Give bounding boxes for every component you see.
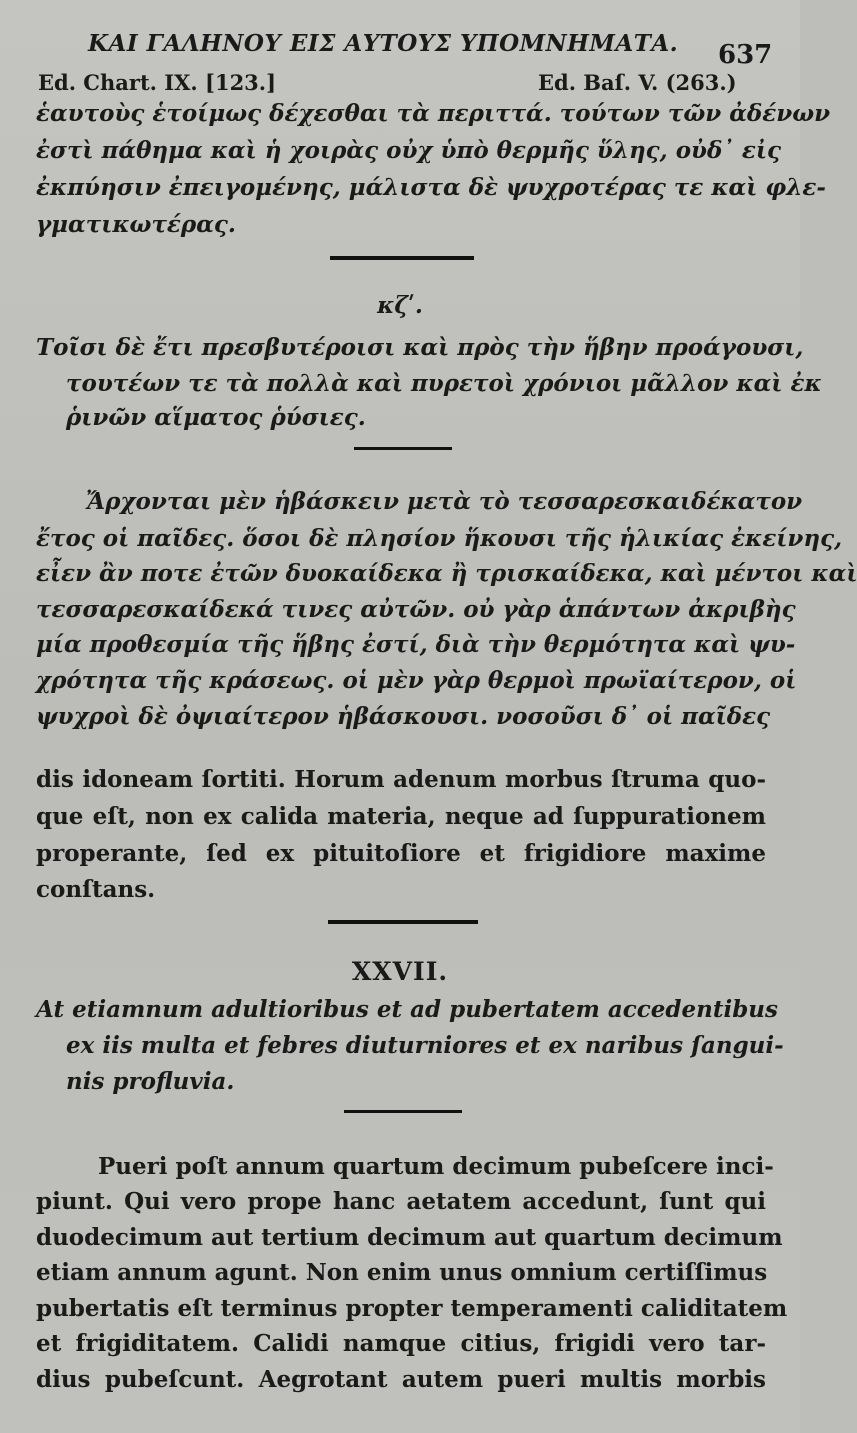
section-rule <box>330 256 474 260</box>
latin-aphorism-line: ex iis multa et febres diuturniores et ex naribus ſangui- <box>66 1032 784 1059</box>
greek-commentary-line: τεσσαρεσκαίδεκά τινες αὐτῶν. οὐ γὰρ ἁπάντων ἀκριβὴς <box>36 596 796 623</box>
latin-line: dis idoneam ſortiti. Horum adenum morbus ſtruma quo- <box>36 766 766 793</box>
latin-commentary-line: etiam annum agunt. Non enim unus omnium certiſſimus <box>36 1259 768 1286</box>
greek-commentary-line: μία προθεσμία τῆς ἥβης ἐστί, διὰ τὴν θερμότητα καὶ ψυ- <box>36 631 796 658</box>
greek-aphorism-line: Τοῖσι δὲ ἔτι πρεσβυτέροισι καὶ πρὸς τὴν ἥβην προάγουσι, <box>36 334 804 361</box>
latin-aphorism-line: nis profluvia. <box>66 1068 235 1095</box>
greek-aphorism-line: ῥινῶν αἵματος ῥύσιες. <box>66 404 366 431</box>
greek-commentary-line: ψυχροὶ δὲ ὀψιαίτερον ἡβάσκουσι. νοσοῦσι δ᾽ οἱ παῖδες <box>36 703 771 730</box>
greek-section-number: κζʹ. <box>377 292 423 319</box>
running-header: ΚΑΙ ΓΑΛΗΝΟΥ ΕΙΣ ΑΥΤΟΥΣ ΥΠΟΜΝΗΜΑΤΑ. <box>88 30 679 57</box>
greek-aphorism-line: τουτέων τε τὰ πολλὰ καὶ πυρετοὶ χρόνιοι μᾶλλον καὶ ἐκ <box>66 370 822 397</box>
latin-line: properante, ſed ex pituitoſiore et frigidiore maxime <box>36 840 766 867</box>
latin-line: conſtans. <box>36 876 156 903</box>
latin-commentary-line: duodecimum aut tertium decimum aut quartum decimum <box>36 1224 783 1251</box>
latin-commentary-line: dius pubeſcunt. Aegrotant autem pueri multis morbis <box>36 1366 766 1393</box>
edition-reference-right: Ed. Baſ. V. (263.) <box>538 70 737 95</box>
section-rule <box>354 447 452 450</box>
latin-section-number: XXVII. <box>351 957 449 986</box>
section-rule <box>344 1110 462 1113</box>
section-rule <box>328 920 478 924</box>
greek-commentary-line: Ἄρχονται μὲν ἡβάσκειν μετὰ τὸ τεσσαρεσκαιδέκατον <box>86 488 803 515</box>
page-number: 637 <box>718 40 773 70</box>
greek-line: ἑαυτοὺς ἑτοίμως δέχεσθαι τὰ περιττά. τούτων τῶν ἀδένων <box>36 100 831 127</box>
greek-line: γματικωτέρας. <box>36 211 236 238</box>
greek-commentary-line: χρότητα τῆς κράσεως. οἱ μὲν γὰρ θερμοὶ πρωϊαίτερον, οἱ <box>36 667 797 694</box>
edition-reference-left: Ed. Chart. IX. [123.] <box>38 70 277 95</box>
greek-commentary-line: εἶεν ἂν ποτε ἐτῶν δυοκαίδεκα ἢ τρισκαίδεκα, καὶ μέντοι καὶ <box>36 560 857 587</box>
latin-line: que eſt, non ex calida materia, neque ad ſuppurationem <box>36 803 766 830</box>
latin-commentary-line: et frigiditatem. Calidi namque citius, frigidi vero tar- <box>36 1330 766 1357</box>
latin-aphorism-line: At etiamnum adultioribus et ad pubertatem accedentibus <box>36 996 778 1023</box>
latin-commentary-line: pubertatis eſt terminus propter temperamenti caliditatem <box>36 1295 788 1322</box>
greek-commentary-line: ἔτος οἱ παῖδες. ὅσοι δὲ πλησίον ἥκουσι τῆς ἡλικίας ἐκείνης, <box>36 525 843 552</box>
latin-commentary-line: piunt. Qui vero prope hanc aetatem accedunt, ſunt qui <box>36 1188 766 1215</box>
greek-line: ἐστὶ πάθημα καὶ ἡ χοιρὰς οὐχ ὑπὸ θερμῆς ὕλης, οὐδ᾽ εἰς <box>36 137 781 164</box>
greek-line: ἐκπύησιν ἐπειγομένης, μάλιστα δὲ ψυχροτέρας τε καὶ φλε- <box>36 174 826 201</box>
latin-commentary-line: Pueri poſt annum quartum decimum pubeſcere inci- <box>98 1153 774 1180</box>
